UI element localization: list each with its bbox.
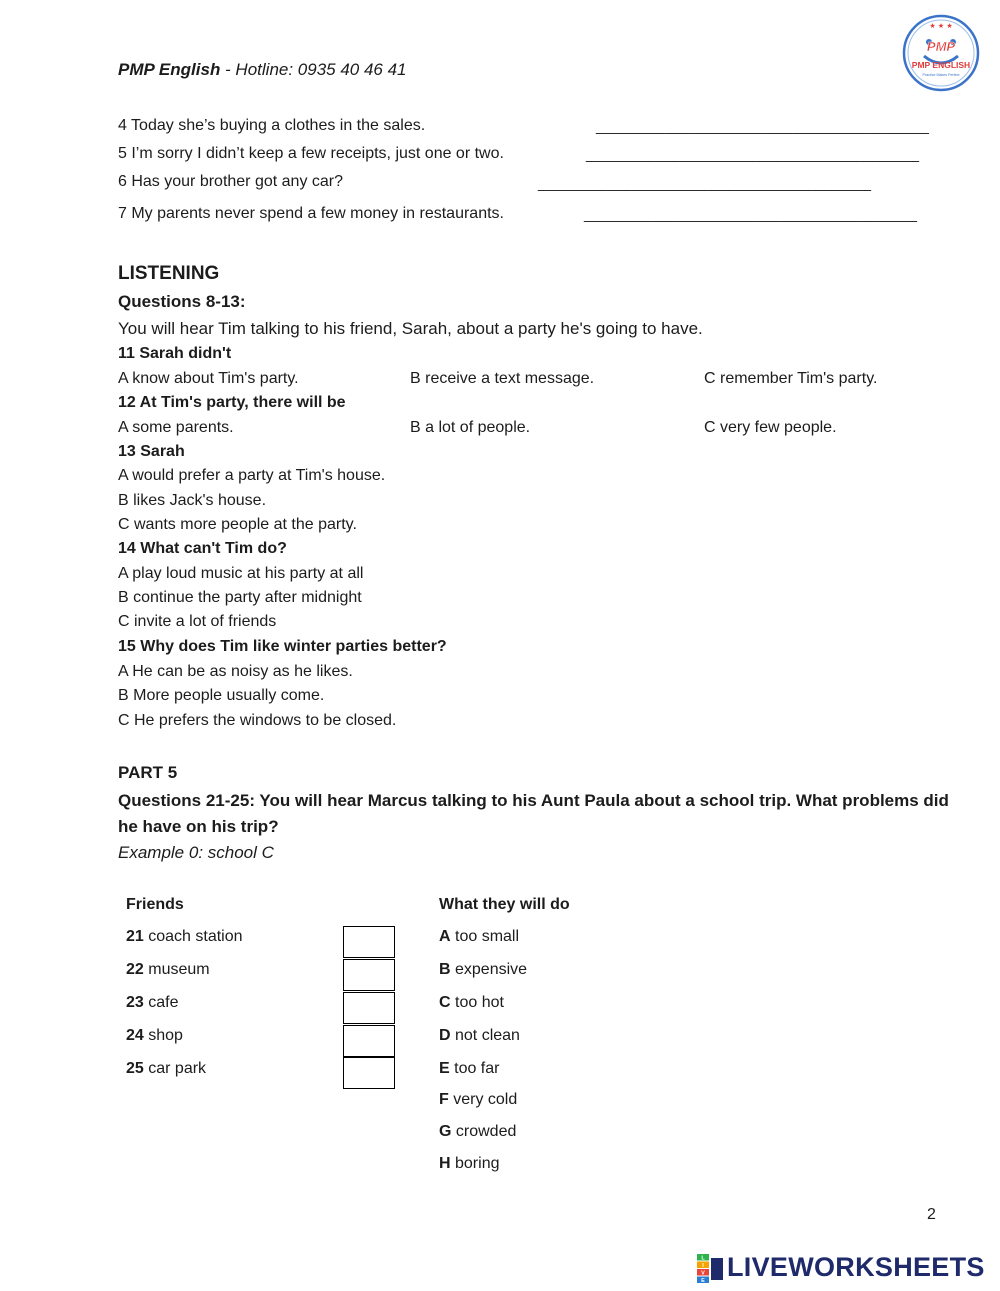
q11-option-b[interactable]: B receive a text message. xyxy=(410,370,595,387)
question-14: 14 What can't Tim do? xyxy=(118,540,287,557)
q13-option-c[interactable]: C wants more people at the party. xyxy=(118,516,357,533)
q11-option-c[interactable]: C remember Tim's party. xyxy=(704,370,878,387)
q15-option-b[interactable]: B More people usually come. xyxy=(118,687,325,704)
part5-example: Example 0: school C xyxy=(118,843,274,862)
friend-row-22: 22 museum xyxy=(126,961,210,978)
q15-option-a[interactable]: A He can be as noisy as he likes. xyxy=(118,663,353,680)
option-g: G crowded xyxy=(439,1123,517,1140)
part5-questions: Questions 21-25: You will hear Marcus talking to his Aunt Paula about a school trip. What problems did he have on his trip? xyxy=(118,791,949,836)
answer-blank-7[interactable]: _______________________________________ xyxy=(584,206,918,223)
q15-option-c[interactable]: C He prefers the windows to be closed. xyxy=(118,712,397,729)
svg-text:E: E xyxy=(701,1278,705,1284)
answer-box-21[interactable] xyxy=(343,926,395,958)
listening-questions-label: Questions 8-13: xyxy=(118,292,246,311)
question-11: 11 Sarah didn't xyxy=(118,345,232,362)
brand-name: PMP English xyxy=(118,60,221,79)
svg-text:V: V xyxy=(701,1270,705,1277)
q13-option-a[interactable]: A would prefer a party at Tim's house. xyxy=(118,467,386,484)
option-f: F very cold xyxy=(439,1091,518,1108)
liveworksheets-mark-icon xyxy=(697,1254,725,1284)
listening-heading: LISTENING xyxy=(118,263,220,284)
svg-text:Practice Makes Perfect: Practice Makes Perfect xyxy=(922,73,960,77)
svg-text:I: I xyxy=(702,1263,704,1270)
document-header xyxy=(118,60,407,80)
grammar-item-6: 6 Has your brother got any car? xyxy=(118,173,344,190)
q11-option-a[interactable]: A know about Tim's party. xyxy=(118,370,299,387)
svg-text:PMP ENGLISH: PMP ENGLISH xyxy=(911,60,971,70)
answer-blank-4[interactable]: _______________________________________ xyxy=(596,118,930,135)
q14-option-b[interactable]: B continue the party after midnight xyxy=(118,589,362,606)
grammar-item-4: 4 Today she’s buying a clothes in the sales. xyxy=(118,117,426,134)
question-12: 12 At Tim's party, there will be xyxy=(118,394,346,411)
answer-box-22[interactable] xyxy=(343,959,395,991)
friend-row-24: 24 shop xyxy=(126,1027,183,1044)
answer-blank-6[interactable]: _______________________________________ xyxy=(538,175,872,192)
option-h: H boring xyxy=(439,1155,500,1172)
question-15: 15 Why does Tim like winter parties better? xyxy=(118,638,447,655)
friend-row-25: 25 car park xyxy=(126,1060,207,1077)
answer-blank-5[interactable]: _______________________________________ xyxy=(586,146,920,163)
q14-option-c[interactable]: C invite a lot of friends xyxy=(118,613,277,630)
q12-option-c[interactable]: C very few people. xyxy=(704,419,837,436)
part5-heading: PART 5 xyxy=(118,763,178,782)
q14-option-a[interactable]: A play loud music at his party at all xyxy=(118,565,364,582)
option-e: E too far xyxy=(439,1060,500,1077)
svg-text:L: L xyxy=(701,1255,705,1262)
svg-text:PMP: PMP xyxy=(926,39,956,54)
option-a: A too small xyxy=(439,928,520,945)
svg-text:★ ★ ★: ★ ★ ★ xyxy=(929,22,953,30)
q13-option-b[interactable]: B likes Jack's house. xyxy=(118,492,267,509)
grammar-item-7: 7 My parents never spend a few money in restaurants. xyxy=(118,205,504,222)
option-b: B expensive xyxy=(439,961,528,978)
question-13: 13 Sarah xyxy=(118,443,185,460)
option-c: C too hot xyxy=(439,994,504,1011)
page-number: 2 xyxy=(927,1206,936,1223)
q12-option-b[interactable]: B a lot of people. xyxy=(410,419,531,436)
q12-option-a[interactable]: A some parents. xyxy=(118,419,234,436)
pmp-english-logo xyxy=(902,14,980,92)
column-header-what-they-will-do: What they will do xyxy=(439,896,570,913)
liveworksheets-wordmark: LIVEWORKSHEETS xyxy=(727,1252,985,1282)
hotline: - Hotline: 0935 40 46 41 xyxy=(220,60,407,79)
answer-box-25[interactable] xyxy=(343,1057,395,1089)
listening-intro: You will hear Tim talking to his friend, Sarah, about a party he's going to have. xyxy=(118,319,703,338)
grammar-item-5: 5 I’m sorry I didn’t keep a few receipts, just one or two. xyxy=(118,145,504,162)
answer-box-23[interactable] xyxy=(343,992,395,1024)
answer-box-24[interactable] xyxy=(343,1025,395,1057)
friend-row-23: 23 cafe xyxy=(126,994,179,1011)
column-header-friends: Friends xyxy=(126,896,184,913)
option-d: D not clean xyxy=(439,1027,520,1044)
friend-row-21: 21 coach station xyxy=(126,928,243,945)
